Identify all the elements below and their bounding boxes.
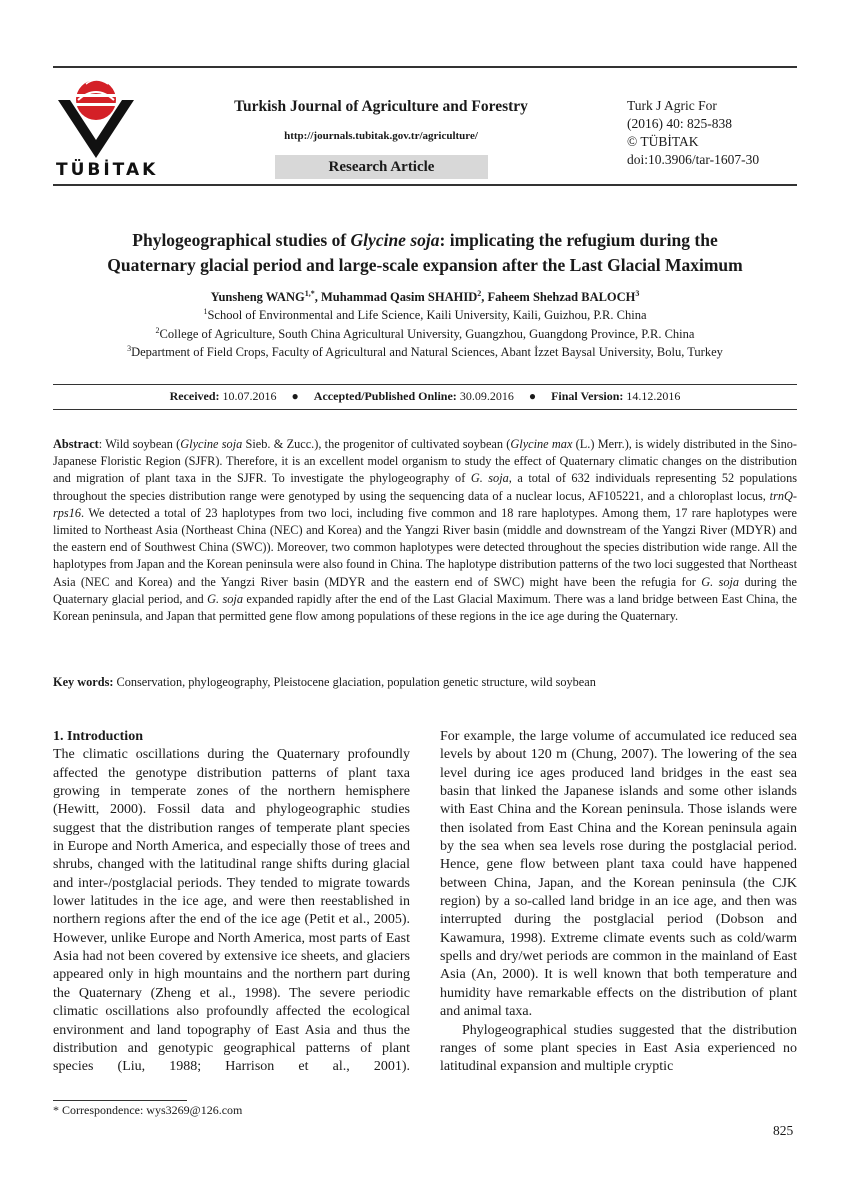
right-column (440, 728, 797, 1077)
affiliation-1: $^1$School of Environmental and Life Science, Kaili University, Kaili, Guizhou, P.R. China (203, 306, 647, 322)
title-line-1: Phylogeographical studies of Glycine soja: implicating the refugium during the (132, 230, 718, 250)
tubitak-logo (56, 70, 159, 182)
intro-paragraph-2: For example, the large volume of accumulated ice reduced sea levels by about 120 m (Chung, 2007). The lowering of the sea level during ice ages produced land bridges in the east sea basin that linked the Japanese islands and some other islands with East China and the Korean peninsula. Those islands were then isolated from East China and the Korean peninsula again by the sea when sea levels rose during the postglacial period. Hence, gene flow between plant taxa could have happened between China, Japan, and the Korean peninsula (the CJK region) by a so-called land bridge in an ice age, and then was interrupted during the postglacial period (Dobson and Kawamura, 1998). Extreme climate events such as cold/warm spells and dry/wet periods are common in the mainland of East Asia (An, 2000). It is well known that both temperature and humidity have remarkable effects on the distribution of plant and animal taxa. (440, 729, 797, 1020)
citation-journal-abbr: Turk J Agric For (627, 98, 717, 113)
intro-paragraph-3: Phylogeographical studies suggested that the distribution ranges of some plant species in East Asia experienced no latitudinal expansion and multiple cryptic (440, 1022, 797, 1075)
dates-bottom-rule (53, 409, 797, 410)
header-rule (53, 184, 797, 186)
journal-title: Turkish Journal of Agriculture and Forestry (234, 98, 528, 115)
citation-copyright: © TÜBİTAK (627, 134, 699, 149)
bullet-separator: ● (528, 389, 537, 403)
author-2[interactable]: , Muhammad Qasim SHAHID (314, 290, 478, 304)
citation-doi[interactable]: doi:10.3906/tar-1607-30 (627, 152, 760, 167)
article-type-badge: Research Article (275, 155, 488, 179)
correspondence-footnote: * Correspondence: wys3269@126.com (53, 1103, 243, 1117)
keywords-label: Key words: (53, 675, 114, 689)
accepted-date: 30.09.2016 (459, 389, 514, 403)
logo-wordmark: TÜBİTAK (56, 160, 159, 180)
publication-dates: Received: 10.07.2016 ● Accepted/Published Online: 30.09.2016 ● Final Version: 14.12.2016 (169, 389, 681, 403)
dates-top-rule (53, 384, 797, 385)
received-date: 10.07.2016 (222, 389, 277, 403)
keywords-text: Conservation, phylogeography, Pleistocene glaciation, population genetic structure, wild soybean (113, 675, 596, 689)
abstract: Abstract: Wild soybean (Glycine soja Sieb. & Zucc.), the progenitor of cultivated soybean (Glycine max (L.) Merr.), is widely distributed in the Sino-Japanese Floristic Region (SJFR). Therefore, it is an excellent model organism to study the effect of Quaternary climatic changes on the distribution and migration of plant taxa in the SJFR. To investigate the phylogeography of G. soja, a total of 632 individuals representing 52 populations throughout the species distribution range were genotyped by using the sequencing data of a nuclear locus, AF105221, and a chloroplast locus, trnQ-rps16. We detected a total of 23 haplotypes from two loci, including five common and 18 rare haplotypes. Among them, 17 rare haplotypes were limited to Northeast Asia (Northeast China (NEC) and Korea) and the Yangzi River basin (middle and downstream of the Yangzi River (MDYR) and the eastern end of Southwest China (SWC)). Moreover, two common haplotypes were detected throughout the species distribution wide range. All the haplotypes from Japan and the Korean peninsula were also found in China. The haplotype distribution patterns of the two loci suggested that Northeast Asia (NEC and Korea) and the Yangzi River basin (MDYR and the eastern end of SWC) might have been the refugia for G. soja during the Quaternary glacial period, and G. soja expanded rapidly after the end of the Last Glacial Maximum. There was a land bridge between East China, the Korean peninsula, and Japan that permitted gene flow among populations of these regions in the ice age during the Quaternary. (53, 437, 798, 624)
author-1[interactable]: Yunsheng WANG (210, 290, 305, 304)
author-list: Yunsheng $WANG^{1,*}$, Muhammad Qasim SHAHID$^2$, Faheem Shehzad BALOCH$^3$ (210, 288, 640, 304)
abstract-label: Abstract (53, 437, 99, 451)
title-line-2: Quaternary glacial period and large-scale expansion after the Last Glacial Maximum (107, 255, 743, 275)
citation-block (627, 97, 807, 169)
page-number: 825 (773, 1123, 794, 1138)
affiliation-3: $^3$Department of Field Crops, Faculty of Agricultural and Natural Sciences, Abant İzzet Baysal University, Bolu, Turkey (127, 343, 723, 359)
affiliation-2: $^2$College of Agriculture, South China Agricultural University, Guangzhou, Guangdong Province, P.R. China (155, 325, 695, 341)
section-heading-introduction: 1. Introduction (53, 729, 143, 744)
citation-volume-pages: (2016) 40: 825-838 (627, 116, 732, 131)
bullet-separator: ● (291, 389, 299, 403)
author-3[interactable]: , Faheem Shehzad BALOCH (481, 290, 636, 304)
journal-url-link[interactable]: http://journals.tubitak.gov.tr/agriculture/ (284, 130, 478, 142)
final-version-date: 14.12.2016 (626, 389, 681, 403)
intro-paragraph-1: The climatic oscillations during the Quaternary profoundly affected the genotype distribution patterns of plant taxa growing in temperate zones of the northern hemisphere (Hewitt, 2000). Fossil data and phylogeographic studies suggest that the distribution ranges of temperate plant species in Europe and North America, and especially those of trees and shrubs, changed with the latitudinal range shifts during glacial and inter-/postglacial periods. They tended to migrate towards lower latitudes in the ice age, and were then reestablished in northern regions after the end of the ice age (Petit et al., 2005). However, unlike Europe and North America, most parts of East Asia had not been covered by extensive ice sheets, and glaciers appeared only in high mountains and the northern part during the Quaternary (Zheng et al., 1998). The severe periodic climatic oscillations also profoundly affected the ecological environment and land topography of East Asia and thus the distribution and genotypic geographical patterns of plant species (Liu, 1988; Harrison et al., 2001). (53, 747, 410, 1075)
paper-title (53, 228, 797, 278)
tubitak-emblem-icon (56, 70, 136, 160)
top-rule (53, 66, 797, 68)
footnote-rule (53, 1100, 187, 1101)
left-column (53, 728, 410, 1077)
keywords (53, 674, 797, 691)
affiliations (53, 306, 797, 362)
